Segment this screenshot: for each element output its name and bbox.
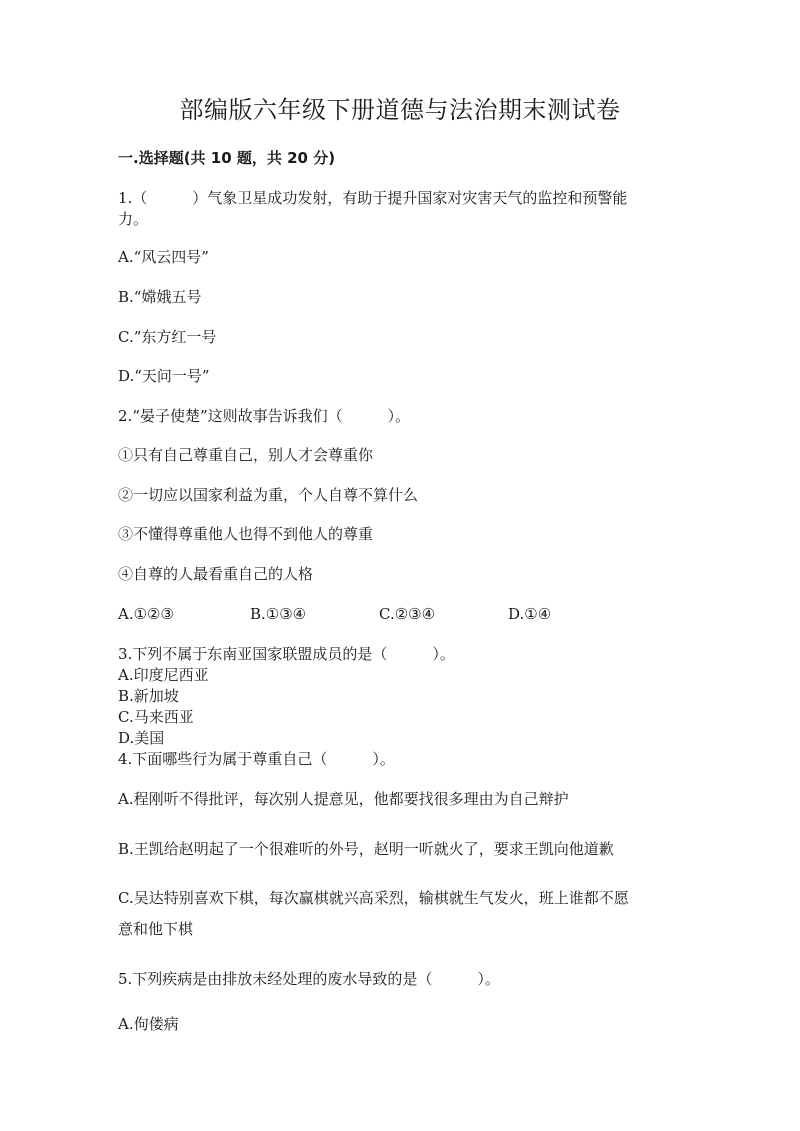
q4-option-c-line1: C.吴达特别喜欢下棋，每次赢棋就兴高采烈，输棋就生气发火，班上谁都不愿: [118, 889, 629, 907]
q4-option-b: B.王凯给赵明起了一个很难听的外号，赵明一听就火了，要求王凯向他道歉: [118, 840, 614, 858]
q2-statement-3: ③不懂得尊重他人也得不到他人的尊重: [118, 525, 374, 543]
q4-option-a: A.程刚听不得批评，每次别人提意见，他都要找很多理由为自己辩护: [118, 790, 569, 808]
q2-statement-4: ④自尊的人最看重自己的人格: [118, 565, 314, 583]
q2-option-d: D.①④: [508, 605, 552, 623]
q2-option-c: C.②③④: [379, 605, 436, 623]
q2-option-a: A.①②③: [118, 605, 174, 623]
q1-stem-line1: 1.（ ）气象卫星成功发射，有助于提升国家对灾害天气的监控和预警能: [118, 189, 628, 207]
q3-option-d: D.美国: [118, 729, 165, 747]
q2-option-b: B.①③④: [250, 605, 307, 623]
q1-option-b: B.“嫦娥五号: [118, 288, 202, 306]
q1-option-d: D.“天问一号”: [118, 367, 210, 385]
q3-option-b: B.新加坡: [118, 687, 179, 705]
page-title: 部编版六年级下册道德与法治期末测试卷: [179, 96, 621, 124]
q3-option-c: C.马来西亚: [118, 708, 194, 726]
q1-stem-line2: 力。: [118, 210, 149, 228]
section-heading: 一.选择题(共 10 题，共 20 分): [118, 149, 336, 167]
q5-stem: 5.下列疾病是由排放未经处理的废水导致的是（ ）。: [118, 970, 500, 988]
q3-option-a: A.印度尼西亚: [118, 666, 209, 684]
q5-option-a: A.佝偻病: [118, 1015, 179, 1033]
q1-option-a: A.“风云四号”: [118, 248, 209, 266]
q4-option-c-line2: 意和他下棋: [118, 920, 194, 938]
q3-stem: 3.下列不属于东南亚国家联盟成员的是（ ）。: [118, 645, 455, 663]
q2-stem: 2.“晏子使楚”这则故事告诉我们（ ）。: [118, 407, 411, 425]
q4-stem: 4.下面哪些行为属于尊重自己（ ）。: [118, 750, 395, 768]
q2-statement-1: ①只有自己尊重自己，别人才会尊重你: [118, 446, 374, 464]
q2-statement-2: ②一切应以国家利益为重，个人自尊不算什么: [118, 486, 419, 504]
q1-option-c: C.”东方红一号: [118, 328, 217, 346]
